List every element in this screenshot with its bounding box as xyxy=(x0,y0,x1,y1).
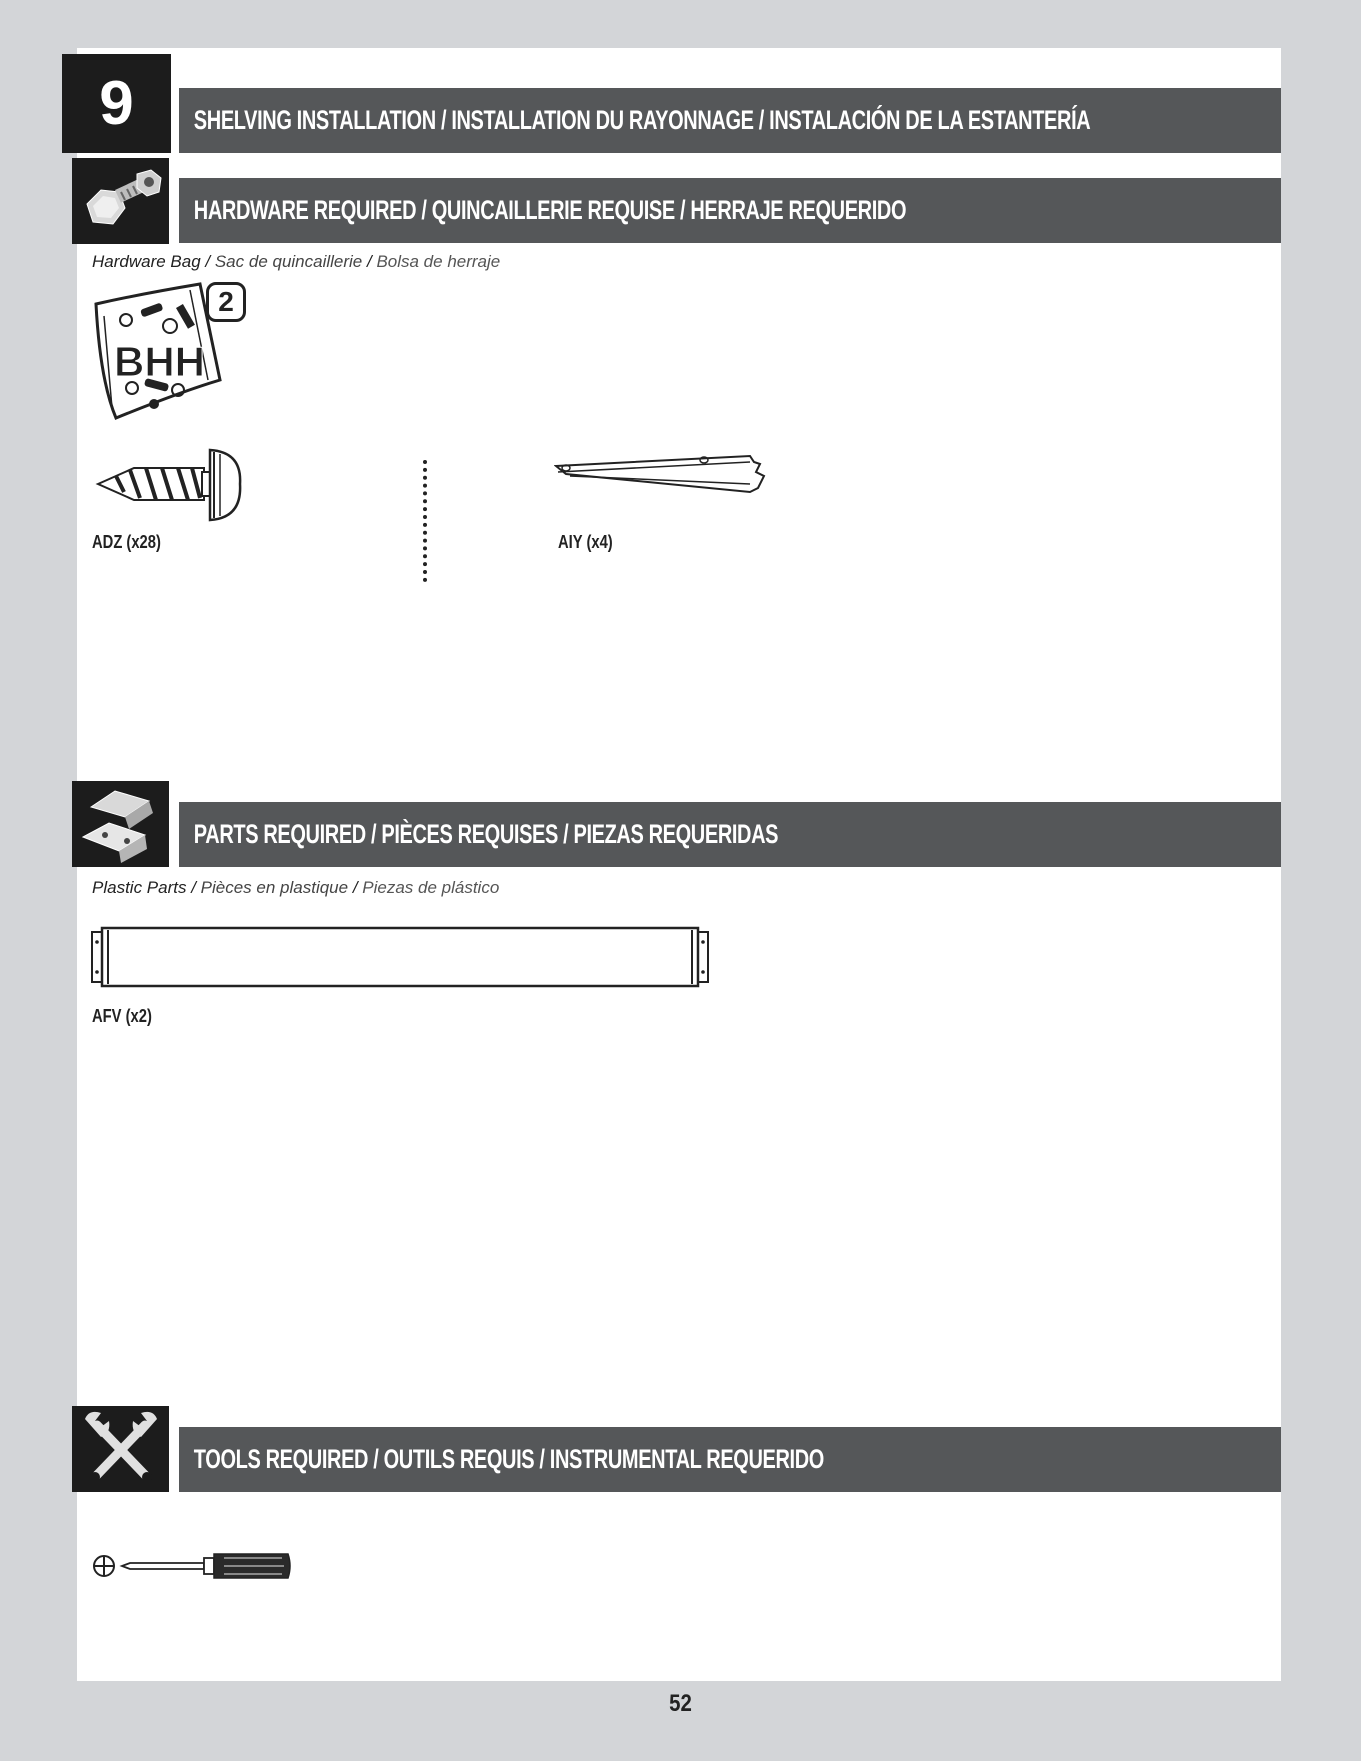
bolt-nut-icon xyxy=(75,162,167,240)
plastic-parts-subtitle xyxy=(92,878,499,898)
page-number: 52 xyxy=(669,1690,692,1717)
tools-heading-bar xyxy=(179,1427,1281,1492)
hardware-heading: HARDWARE REQUIRED / QUINCAILLERIE REQUISE / HERRAJE REQUERIDO xyxy=(193,195,907,225)
hardware-bag-code: BHH xyxy=(114,338,205,385)
plastic-parts-label-fr: Pièces en plastique xyxy=(200,878,349,897)
phillips-screwdriver-icon xyxy=(92,1548,292,1584)
step-number-box xyxy=(62,54,171,153)
bracket-parts-icon xyxy=(75,783,167,865)
part-item-afv-label: AFV (x2) xyxy=(92,1006,152,1026)
hardware-bag-label-en: Hardware Bag xyxy=(92,252,201,271)
separator: / xyxy=(362,252,377,271)
step-title-bar xyxy=(179,88,1281,153)
part-item-afv xyxy=(90,926,712,990)
parts-section-icon-box xyxy=(72,781,169,867)
hardware-item-aiy-label: AIY (x4) xyxy=(558,532,613,552)
hardware-item-adz-label: ADZ (x28) xyxy=(92,532,161,552)
hardware-item-adz xyxy=(94,442,244,526)
shelf-panel-icon xyxy=(90,926,712,990)
parts-heading-bar xyxy=(179,802,1281,867)
screw-icon xyxy=(94,442,244,526)
hardware-bag-number: 2 xyxy=(218,286,234,317)
hardware-bag-subtitle xyxy=(92,252,500,272)
separator: / xyxy=(348,878,363,897)
shelf-bracket-icon xyxy=(554,452,774,504)
plastic-parts-label-en: Plastic Parts xyxy=(92,878,187,897)
step-number: 9 xyxy=(99,69,134,138)
parts-heading: PARTS REQUIRED / PIÈCES REQUISES / PIEZAS REQUERIDAS xyxy=(193,819,779,849)
hardware-section-icon-box xyxy=(72,158,169,244)
hardware-bag xyxy=(90,280,245,420)
separator: / xyxy=(200,252,215,271)
tools-section-icon-box xyxy=(72,1406,169,1492)
separator: / xyxy=(186,878,201,897)
hardware-divider xyxy=(423,460,427,582)
hardware-heading-bar xyxy=(179,178,1281,243)
tools-heading: TOOLS REQUIRED / OUTILS REQUIS / INSTRUMENTAL REQUERIDO xyxy=(193,1444,824,1474)
plastic-parts-label-es: Piezas de plástico xyxy=(362,878,500,897)
hardware-bag-label-fr: Sac de quincaillerie xyxy=(214,252,363,271)
hardware-bag-label-es: Bolsa de herraje xyxy=(376,252,501,271)
hardware-bag-number-badge xyxy=(206,282,246,322)
tool-item-screwdriver xyxy=(92,1548,292,1584)
crossed-wrenches-icon xyxy=(79,1409,163,1489)
step-title: SHELVING INSTALLATION / INSTALLATION DU RAYONNAGE / INSTALACIÓN DE LA ESTANTERÍA xyxy=(193,105,1091,135)
hardware-item-aiy xyxy=(554,452,774,504)
